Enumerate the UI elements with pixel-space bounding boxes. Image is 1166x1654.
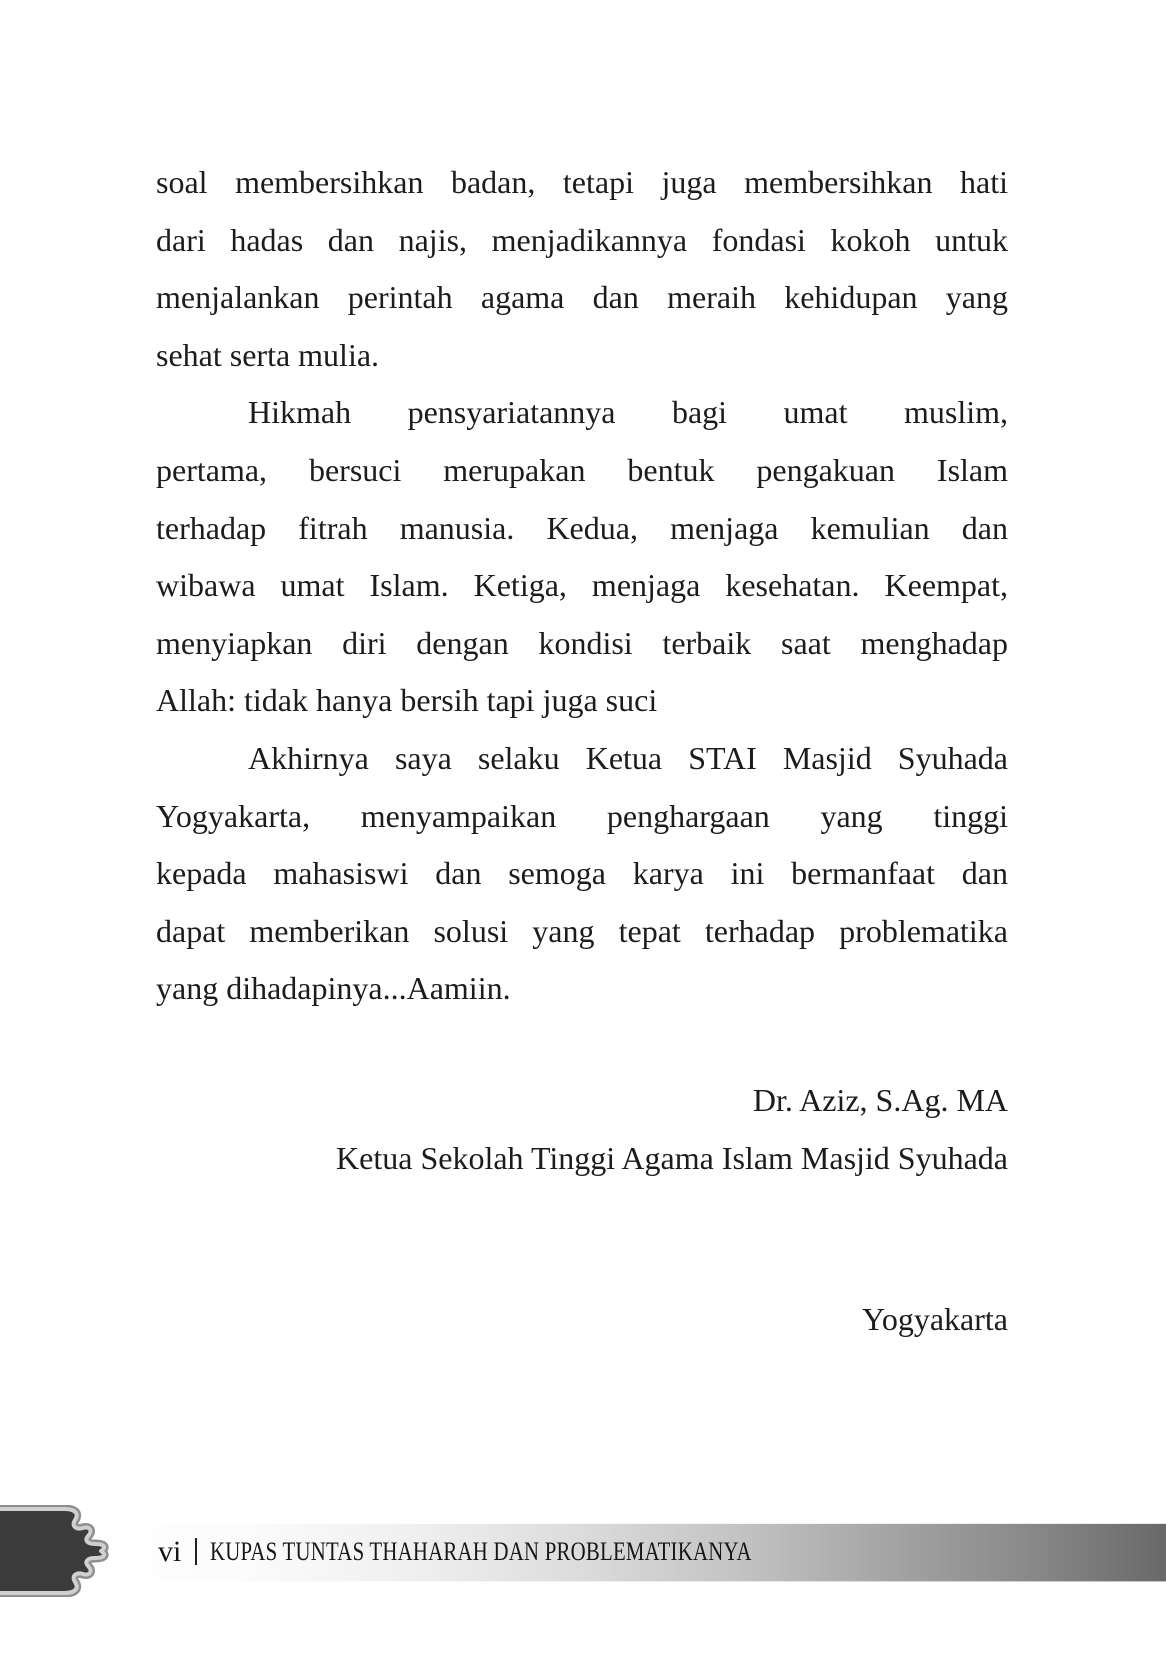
paragraph-line: Hikmah pensyariatannya bagi umat muslim, <box>248 394 1008 431</box>
paragraph-line: menyiapkan diri dengan kondisi terbaik saat menghadap <box>156 624 1008 661</box>
footer-separator <box>195 1538 197 1565</box>
paragraph-line: Akhirnya saya selaku Ketua STAI Masjid Syuhada <box>248 739 1008 776</box>
paragraph-line: yang dihadapinya...Aamiin. <box>156 970 511 1007</box>
paragraph-line: dari hadas dan najis, menjadikannya fondasi kokoh untuk <box>156 221 1008 258</box>
signature-role: Ketua Sekolah Tinggi Agama Islam Masjid Syuhada <box>336 1139 1008 1176</box>
paragraph-line: Allah: tidak hanya bersih tapi juga suci <box>156 682 658 719</box>
footer <box>158 1523 887 1580</box>
paragraph-line: dapat memberikan solusi yang tepat terhadap problematika <box>156 912 1008 949</box>
signature-name: Dr. Aziz, S.Ag. MA <box>752 1082 1008 1118</box>
paragraph-line: soal membersihkan badan, tetapi juga membersihkan hati <box>156 164 1008 200</box>
place-label: Yogyakarta <box>861 1301 1008 1337</box>
paragraph-line: pertama, bersuci merupakan bentuk pengakuan Islam <box>156 451 1008 488</box>
book-title-label: KUPAS TUNTAS THAHARAH DAN PROBLEMATIKANYA <box>210 1536 753 1566</box>
paragraph-line: menjalankan perintah agama dan meraih kehidupan yang <box>156 279 1008 316</box>
body-text <box>156 154 1008 1018</box>
paragraph-line: terhadap fitrah manusia. Kedua, menjaga kemulian dan <box>156 509 1008 546</box>
paragraph-line: Yogyakarta, menyampaikan penghargaan yang tinggi <box>156 797 1008 834</box>
corner-ornament-icon <box>0 1505 120 1597</box>
signature-block <box>156 1072 1008 1187</box>
paragraph-line: wibawa umat Islam. Ketiga, menjaga kesehatan. Keempat, <box>156 567 1008 604</box>
page-number-label: vi <box>158 1534 182 1568</box>
paragraph-line: kepada mahasiswi dan semoga karya ini bermanfaat dan <box>156 855 1008 892</box>
paragraph-line: sehat serta mulia. <box>156 336 380 373</box>
